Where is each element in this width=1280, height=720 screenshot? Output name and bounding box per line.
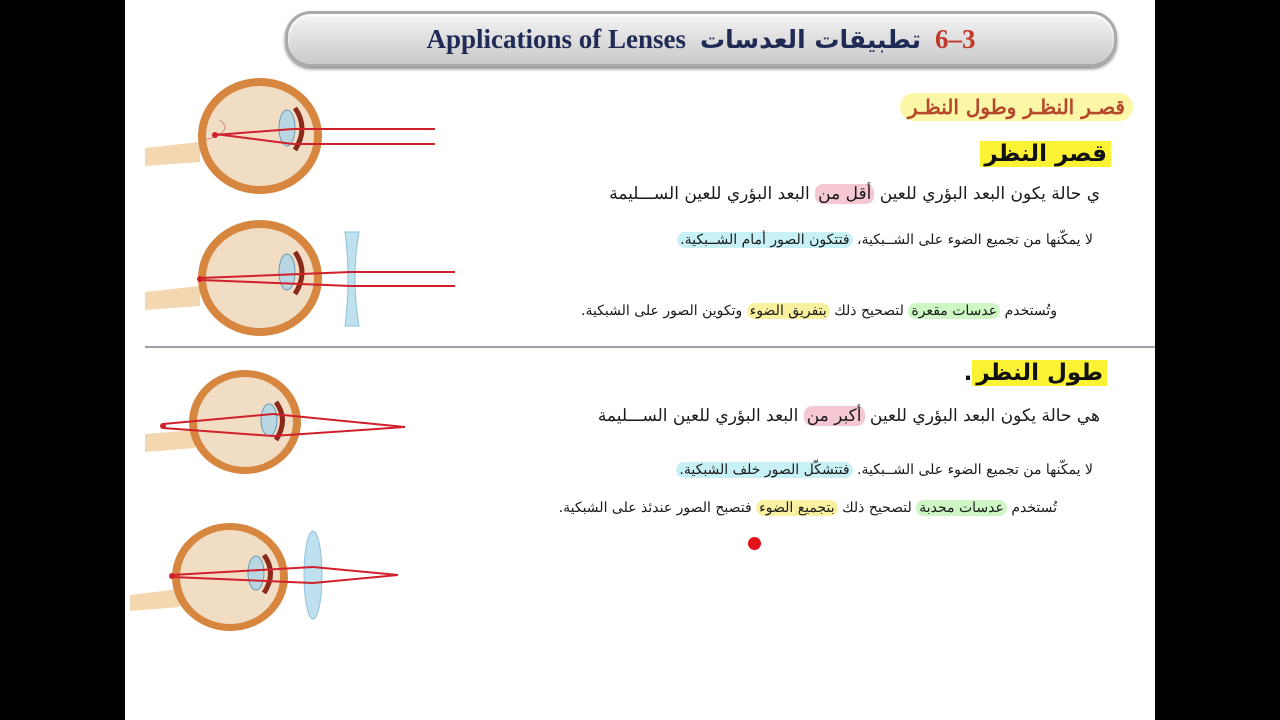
hyperopia-line-2 [676, 462, 1093, 478]
hyperopia-line-3-part-b: لتصحيح ذلك [842, 500, 912, 516]
eye-diagram-myopia-corrected [145, 210, 465, 350]
hyperopia-line-1-part-a: هي حالة يكون البعد البؤري للعين [869, 406, 1100, 426]
myopia-line-1 [609, 184, 1100, 204]
hyperopia-highlight-converge: بتجميع الضوء [756, 500, 838, 516]
myopia-line-1-part-a: ي حالة يكون البعد البؤري للعين [879, 184, 1100, 204]
hyperopia-line-3-part-c: فتصبح الصور عندئذ على الشبكية. [558, 500, 752, 516]
title-number: 6–3 [935, 23, 976, 54]
myopia-heading [980, 141, 1111, 167]
myopia-highlight-diverge: بتفريق الضوء [747, 303, 830, 319]
myopia-line-3-part-a: وتُستخدم [1004, 303, 1057, 319]
hyperopia-heading-text: طول النظر [972, 360, 1107, 386]
myopia-highlight-image-front: فتتكون الصور أمام الشــبكية. [677, 232, 852, 248]
myopia-line-2-part-a: لا يمكّنها من تجميع الضوء على الشــبكية، [856, 232, 1093, 248]
hyperopia-line-1 [598, 406, 1100, 426]
eye-diagram-myopia-uncorrected [145, 70, 445, 200]
section-subtitle: قصـر النظـر وطول النظـر [900, 93, 1133, 121]
myopia-line-3-part-c: وتكوين الصور على الشبكية. [581, 303, 743, 319]
hyperopia-heading-suffix: . [963, 360, 973, 386]
myopia-line-3-part-b: لتصحيح ذلك [834, 303, 904, 319]
slide-page [125, 0, 1155, 720]
eye-diagram-hyperopia-corrected [130, 515, 430, 645]
hyperopia-heading [964, 360, 1107, 386]
pointer-dot [748, 537, 761, 550]
hyperopia-line-1-part-b: البعد البؤري للعين الســـليمة [597, 406, 799, 426]
myopia-heading-text: قصر النظر [980, 141, 1111, 167]
myopia-highlight-concave-lens: عدسات مقعرة [908, 303, 1000, 319]
hyperopia-highlight-image-behind: فتتشكّل الصور خلف الشبكية. [676, 462, 852, 478]
title-bar [285, 11, 1117, 67]
hyperopia-line-2-part-a: لا يمكّنها من تجميع الضوء على الشــبكية. [857, 462, 1093, 478]
hyperopia-highlight-convex-lens: عدسات محدبة [916, 500, 1007, 516]
myopia-highlight-less-than: أقل من [815, 184, 874, 204]
myopia-line-2 [677, 232, 1093, 248]
title-arabic: تطبيقات العدسات [700, 24, 921, 54]
hyperopia-highlight-greater-than: أكبر من [804, 406, 865, 426]
hyperopia-line-3 [559, 500, 1057, 516]
eye-diagram-hyperopia-uncorrected [145, 362, 445, 492]
myopia-line-1-part-b: البعد البؤري للعين الســـليمة [609, 184, 810, 204]
hyperopia-line-3-part-a: تُستخدم [1011, 500, 1057, 516]
title-english: Applications of Lenses [426, 23, 687, 54]
myopia-line-3 [581, 303, 1057, 319]
